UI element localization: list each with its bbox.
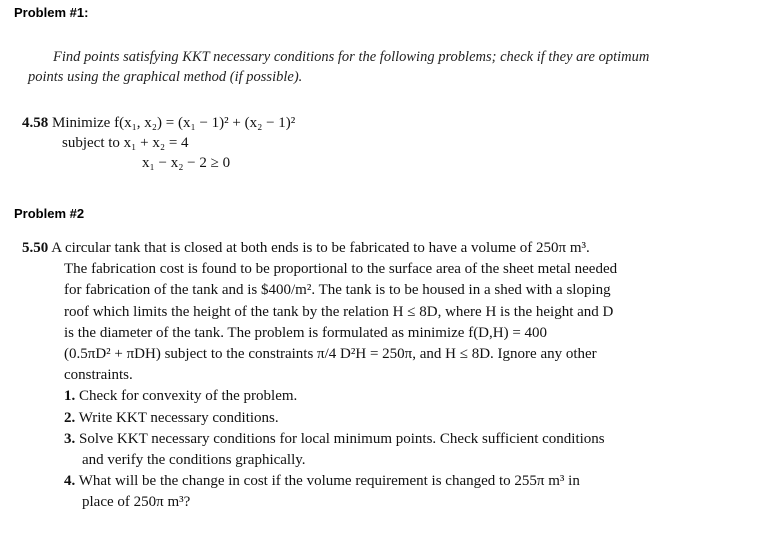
constraint-2: x₁ − x₂ − 2 ≥ 0 [142, 155, 231, 171]
list-item [22, 408, 762, 429]
intro-line-1: Find points satisfying KKT necessary conditions for the following problems; check if they are optimum [53, 49, 650, 65]
list-item-continuation: and verify the conditions graphically. [82, 452, 306, 469]
text-line: roof which limits the height of the tank by the relation H ≤ 8D, where H is the height and D [64, 303, 614, 320]
list-item-number: 3. [64, 430, 76, 447]
problem-5-50 [22, 238, 762, 514]
problem-1-heading: Problem #1: [14, 5, 89, 20]
intro-line-2: points using the graphical method (if possible). [28, 69, 303, 85]
objective-function: Minimize f(x₁, x₂) = (x₁ − 1)² + (x₂ − 1)² [52, 115, 296, 131]
text-line: A circular tank that is closed at both ends is to be fabricated to have a volume of 250π m³. [51, 240, 590, 256]
text-line: constraints. [64, 367, 133, 384]
problem-1-intro [28, 47, 758, 87]
list-item-number: 4. [64, 473, 76, 490]
problem-number: 4.58 [22, 115, 49, 131]
text-line: is the diameter of the tank. The problem is formulated as minimize f(D,H) = 400 [64, 324, 548, 341]
problem-number: 5.50 [22, 240, 49, 256]
constraint-1: subject to x₁ + x₂ = 4 [62, 135, 189, 151]
text-line: (0.5πD² + πDH) subject to the constraints π/4 D²H = 250π, and H ≤ 8D. Ignore any other [64, 346, 597, 363]
list-item-text: What will be the change in cost if the volume requirement is changed to 255π m³ in [78, 473, 580, 490]
list-item-text: Write KKT necessary conditions. [78, 409, 279, 426]
text-line: The fabrication cost is found to be proportional to the surface area of the sheet metal needed [64, 261, 618, 278]
problem-4-58 [22, 113, 295, 173]
list-item-text: Solve KKT necessary conditions for local minimum points. Check sufficient conditions [79, 430, 605, 447]
list-item-text: Check for convexity of the problem. [79, 388, 298, 405]
list-item [22, 429, 762, 450]
list-item-number: 2. [64, 409, 76, 426]
list-item [22, 471, 762, 492]
list-item [22, 386, 762, 407]
text-line: for fabrication of the tank and is $400/m². The tank is to be housed in a shed with a sloping [64, 282, 611, 299]
list-item-continuation: place of 250π m³? [82, 494, 191, 511]
problem-2-heading: Problem #2 [14, 206, 85, 221]
list-item-number: 1. [64, 388, 76, 405]
